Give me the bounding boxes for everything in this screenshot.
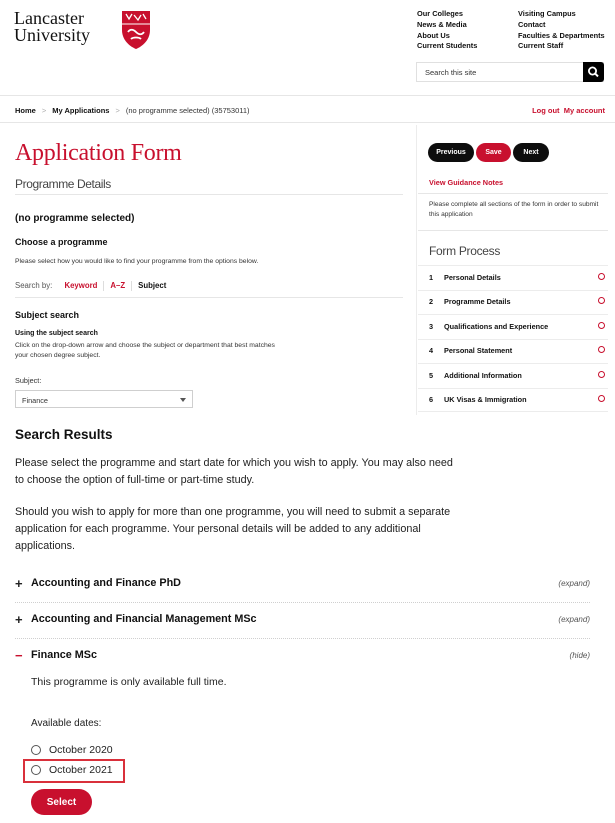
tab-keyword[interactable]: Keyword: [64, 281, 98, 291]
results-multiple-note: Should you wish to apply for more than one programme, you will need to submit a separate application for each programme. Your personal details will be added to any additional applications.: [15, 506, 451, 552]
breadcrumb-current: (no programme selected) (35753011): [125, 106, 250, 115]
choose-programme-desc: Please select how you would like to find your programme from the options below.: [15, 258, 259, 265]
status-circle-icon: [598, 346, 605, 353]
select-button[interactable]: Select: [31, 789, 92, 815]
minus-icon: −: [15, 648, 23, 663]
status-circle-icon: [598, 273, 605, 280]
next-button[interactable]: Next: [513, 143, 549, 162]
search-input[interactable]: [417, 63, 583, 81]
account-links: [532, 106, 605, 115]
sidebar-divider: [418, 193, 608, 194]
breadcrumb-home[interactable]: Home: [15, 106, 36, 115]
programme-title[interactable]: Accounting and Financial Management MSc: [31, 613, 257, 625]
subject-label: Subject:: [15, 376, 42, 385]
step-personal-details[interactable]: 1 Personal Details: [429, 273, 607, 297]
link-faculties-departments[interactable]: Faculties & Departments: [518, 30, 605, 40]
chevron-down-icon: [180, 398, 186, 402]
step-additional-information[interactable]: 5 Additional Information: [429, 371, 607, 395]
step-divider: [418, 388, 608, 389]
subject-search-heading: Subject search: [15, 310, 80, 320]
programme-title[interactable]: Finance MSc: [31, 649, 97, 661]
accordion-divider: [15, 602, 590, 603]
step-divider: [418, 363, 608, 364]
form-process-title: Form Process: [429, 244, 501, 258]
status-circle-icon: [598, 322, 605, 329]
breadcrumb-divider: [0, 122, 615, 123]
search-by-row: [15, 281, 172, 291]
title-divider: [15, 194, 403, 195]
highlight-box: [23, 759, 125, 783]
link-current-students[interactable]: Current Students: [417, 41, 478, 51]
logo-text: Lancaster University: [14, 8, 90, 45]
programme-accordion-item[interactable]: [15, 613, 590, 629]
programme-status: (no programme selected): [15, 213, 135, 224]
availability-note: This programme is only available full time.: [31, 676, 227, 688]
subject-dropdown[interactable]: [15, 390, 193, 408]
results-instructions: Please select the programme and start date for which you wish to apply. You may also need to choose the option of full-time or part-time study.: [15, 457, 453, 486]
expand-link[interactable]: (expand): [558, 579, 590, 588]
link-visiting-campus[interactable]: Visiting Campus: [518, 9, 576, 18]
step-divider: [418, 339, 608, 340]
using-subject-search-heading: Using the subject search: [15, 330, 98, 337]
breadcrumb-separator: >: [41, 106, 47, 115]
my-account-link[interactable]: My account: [563, 106, 605, 115]
step-personal-statement[interactable]: 4 Personal Statement: [429, 346, 607, 370]
tab-subject[interactable]: Subject: [138, 281, 167, 291]
radio-button[interactable]: [31, 745, 41, 755]
search-results-title: Search Results: [15, 427, 113, 442]
sidebar-border: [416, 125, 417, 415]
step-uk-visas-immigration[interactable]: 6 UK Visas & Immigration: [429, 395, 607, 419]
crest-icon: [121, 10, 151, 50]
programme-accordion-item-expanded[interactable]: [15, 649, 590, 665]
link-about-us[interactable]: About Us: [417, 30, 450, 40]
status-circle-icon: [598, 371, 605, 378]
available-dates-label: Available dates:: [31, 718, 102, 729]
link-current-staff[interactable]: Current Staff: [518, 41, 564, 51]
step-programme-details[interactable]: 2 Programme Details: [429, 297, 607, 321]
step-divider: [418, 290, 608, 291]
guidance-notes-link[interactable]: View Guidance Notes: [429, 178, 504, 187]
programme-accordion-item[interactable]: [15, 577, 590, 593]
breadcrumb: [15, 106, 250, 115]
sidebar-divider: [418, 230, 608, 231]
programme-title[interactable]: Accounting and Finance PhD: [31, 577, 181, 589]
plus-icon: +: [15, 576, 23, 591]
save-button[interactable]: Save: [476, 143, 511, 162]
logout-link[interactable]: Log out: [532, 106, 560, 115]
link-our-colleges[interactable]: Our Colleges: [417, 9, 463, 18]
date-label: October 2021: [49, 764, 113, 776]
step-qualifications[interactable]: 3 Qualifications and Experience: [429, 322, 607, 346]
choose-programme-heading: Choose a programme: [15, 237, 108, 247]
step-divider: [418, 411, 608, 412]
status-circle-icon: [598, 297, 605, 304]
guidance-description: Please complete all sections of the form in order to submit this application: [429, 201, 599, 218]
hide-link[interactable]: (hide): [569, 651, 590, 660]
date-label: October 2020: [49, 744, 113, 756]
search-icon: [583, 62, 604, 82]
plus-icon: +: [15, 612, 23, 627]
top-links-col1: [417, 9, 477, 52]
site-search: [416, 62, 604, 82]
section-title: Programme Details: [15, 177, 111, 191]
university-logo[interactable]: [14, 10, 154, 56]
accordion-divider: [15, 638, 590, 639]
previous-button[interactable]: Previous: [428, 143, 474, 162]
link-contact[interactable]: Contact: [518, 19, 546, 29]
step-divider: [418, 314, 608, 315]
using-subject-search-desc: Click on the drop-down arrow and choose the subject or department that best matches your chosen degree subject.: [15, 342, 275, 359]
subject-selected-value: Finance: [22, 396, 48, 405]
search-by-label: Search by:: [15, 281, 53, 291]
step-divider: [418, 265, 608, 266]
link-news-media[interactable]: News & Media: [417, 19, 467, 29]
search-button[interactable]: [583, 62, 604, 82]
tabs-divider: [15, 297, 403, 298]
tab-a-z[interactable]: A–Z: [110, 281, 126, 291]
expand-link[interactable]: (expand): [558, 615, 590, 624]
breadcrumb-separator: >: [115, 106, 120, 115]
header-divider: [0, 95, 615, 96]
page-title: Application Form: [15, 140, 182, 166]
status-circle-icon: [598, 395, 605, 402]
breadcrumb-my-applications[interactable]: My Applications: [52, 106, 110, 115]
top-links-col2: [518, 9, 605, 52]
